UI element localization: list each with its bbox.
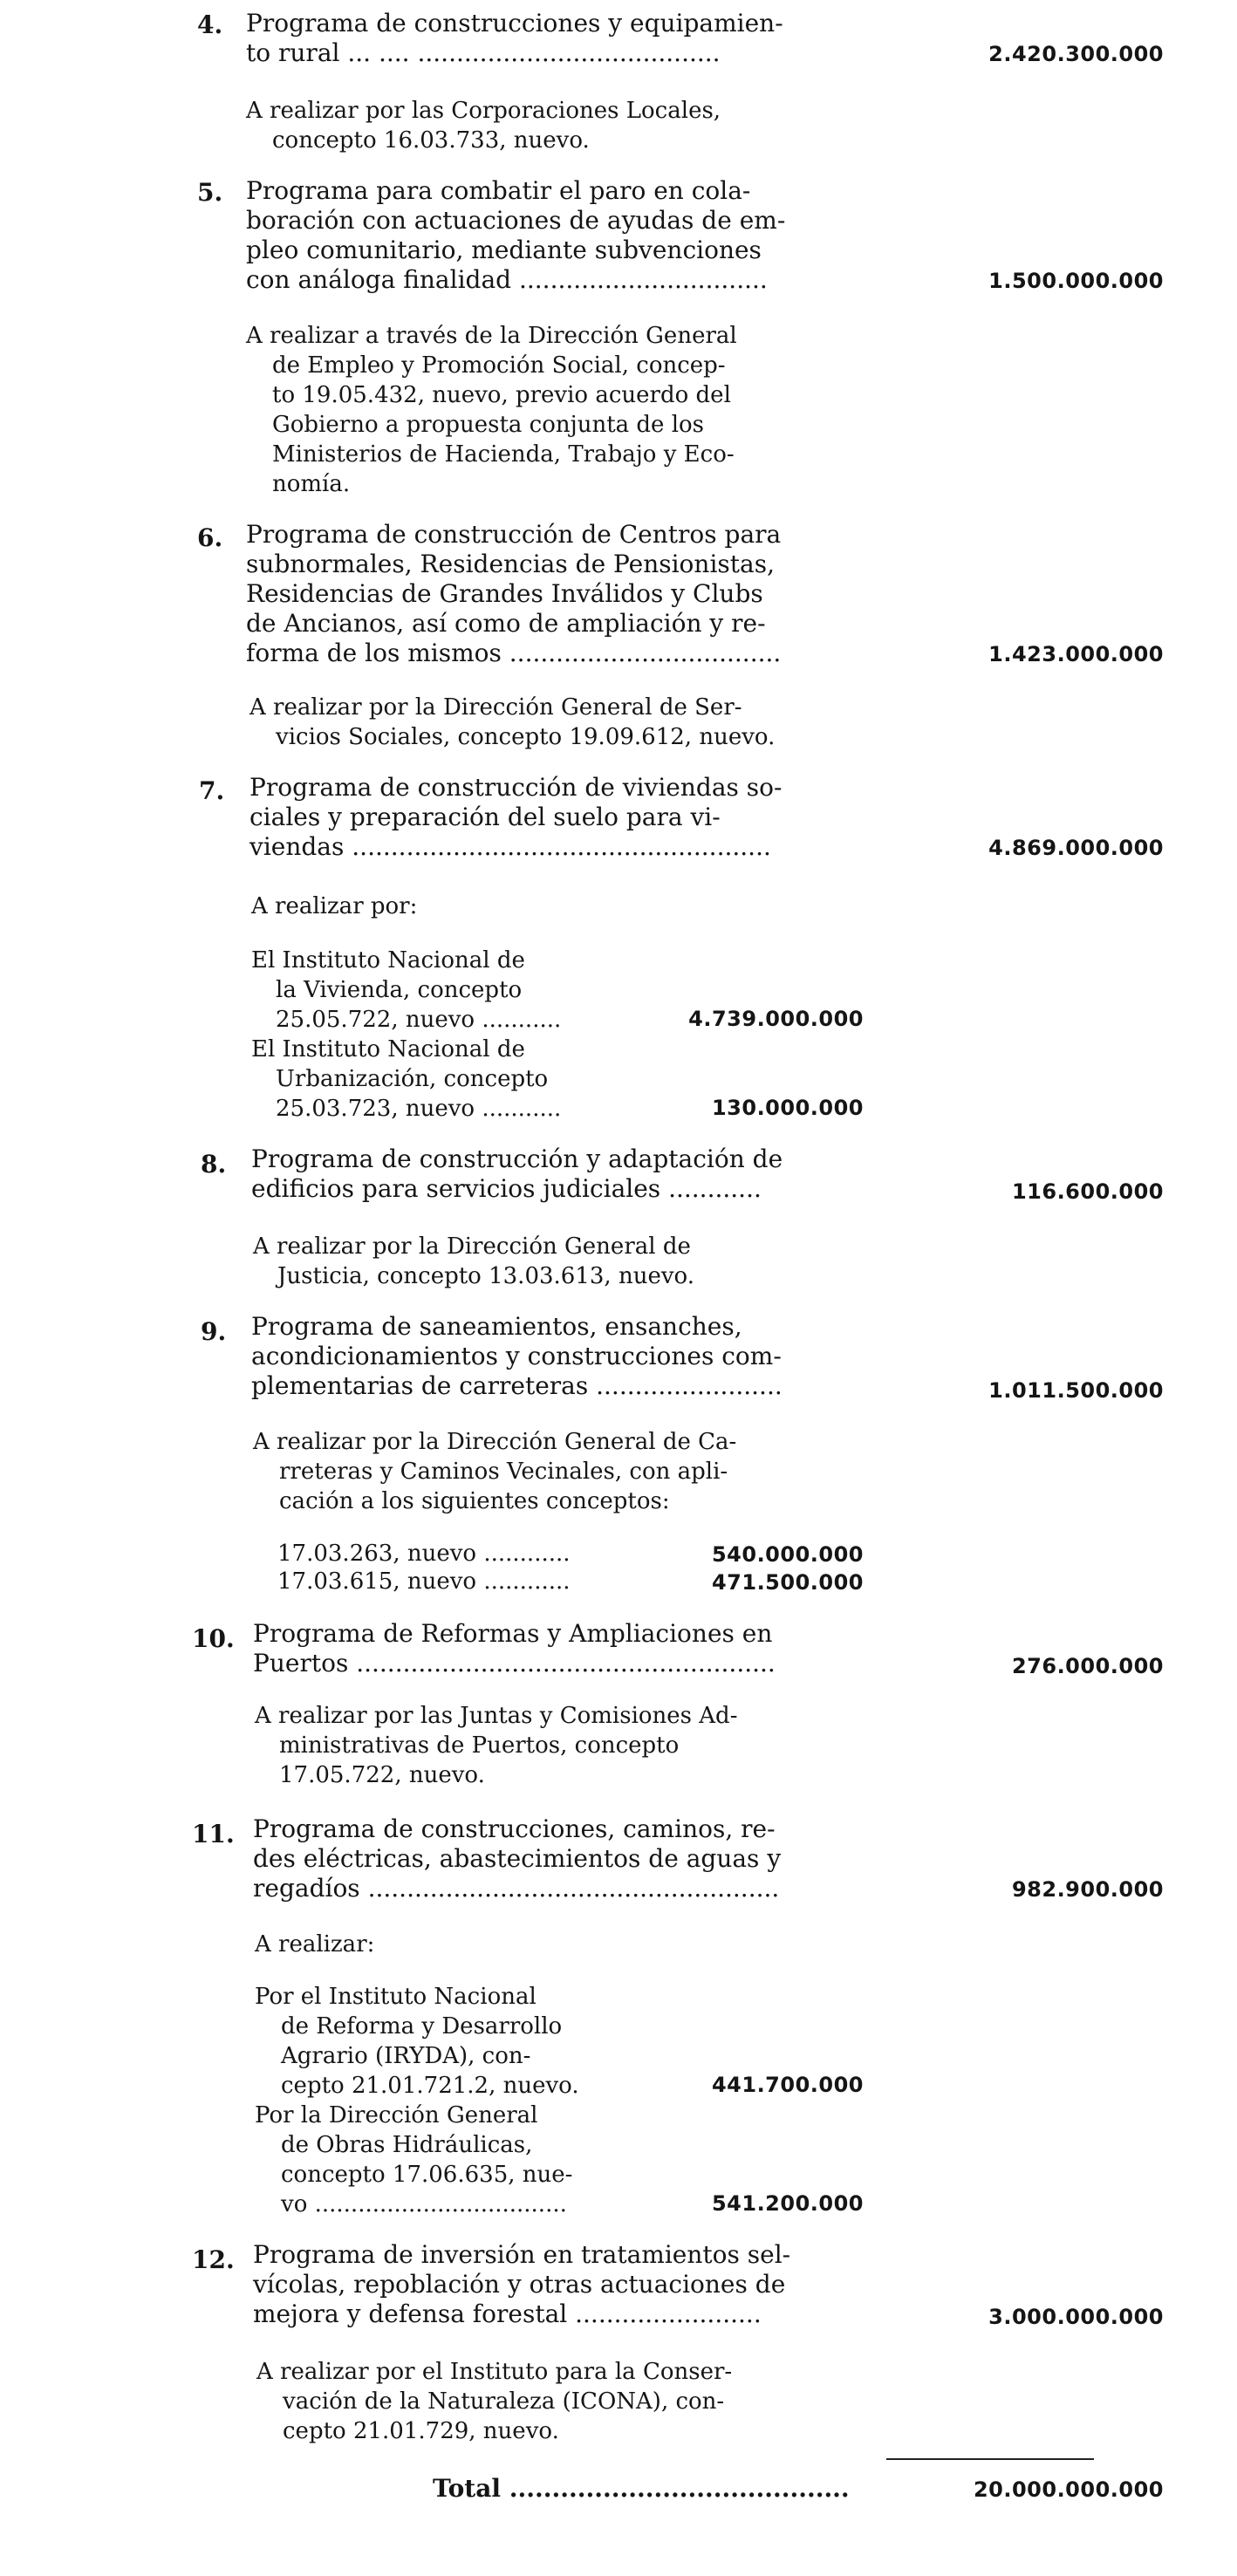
item-number: 6. xyxy=(197,523,223,552)
item-number: 12. xyxy=(192,2245,235,2274)
sub-entry: Por la Dirección General de Obras Hidráulicas, concepto 17.06.635, nue- vo ................................... xyxy=(255,2102,573,2217)
total-rule xyxy=(886,2458,1094,2460)
sub-amount: 130.000.000 xyxy=(711,1096,864,1120)
item-amount: 276.000.000 xyxy=(1011,1654,1164,1678)
item-number: 5. xyxy=(197,178,223,207)
item-amount: 2.420.300.000 xyxy=(988,42,1164,66)
item-note: A realizar por las Juntas y Comisiones Ad- ministrativas de Puertos, concepto 17.05.722, nuevo. xyxy=(255,1703,738,1788)
item-description: Programa de saneamientos, ensanches, acondicionamientos y construcciones com- plementarias de carreteras ........................ xyxy=(251,1312,783,1400)
item-description: Programa de construcciones, caminos, re- des eléctricas, abastecimientos de aguas y regadíos ..................................................... xyxy=(253,1814,782,1903)
total-label: Total ........................................ xyxy=(433,2474,850,2503)
sub-amount: 541.200.000 xyxy=(711,2191,864,2216)
item-amount: 3.000.000.000 xyxy=(988,2305,1164,2329)
item-note: A realizar por la Dirección General de Ser- vicios Sociales, concepto 19.09.612, nuevo. xyxy=(249,694,776,750)
sub-entry: El Instituto Nacional de Urbanización, concepto 25.03.723, nuevo ........... xyxy=(251,1036,562,1122)
sub-entry: 17.03.615, nuevo ............ xyxy=(277,1568,571,1595)
item-number: 8. xyxy=(201,1150,227,1179)
item-note: A realizar por la Dirección General de Ca- rreteras y Caminos Vecinales, con apli- cación a los siguientes conceptos: xyxy=(253,1429,737,1514)
item-description: Programa de inversión en tratamientos sel- vícolas, repoblación y otras actuaciones de mejora y defensa forestal ........................ xyxy=(253,2240,791,2328)
item-amount: 982.900.000 xyxy=(1011,1877,1164,1902)
item-note: A realizar por la Dirección General de Justicia, concepto 13.03.613, nuevo. xyxy=(253,1233,694,1289)
item-description: Programa de construcción de Centros para subnormales, Residencias de Pensionistas, Residencias de Grandes Inválidos y Clubs de Ancianos, así como de ampliación y re- forma de los mismos ................................... xyxy=(246,520,782,667)
item-amount: 1.423.000.000 xyxy=(988,642,1164,666)
item-description: Programa de construcciones y equipamien- to rural ... .... ....................................... xyxy=(246,9,783,67)
sub-amount: 471.500.000 xyxy=(711,1570,864,1595)
sub-entry: Por el Instituto Nacional de Reforma y Desarrollo Agrario (IRYDA), con- cepto 21.01.721.2, nuevo. xyxy=(255,1984,579,2099)
item-amount: 1.500.000.000 xyxy=(988,269,1164,293)
sub-amount: 441.700.000 xyxy=(711,2073,864,2097)
sub-amount: 540.000.000 xyxy=(711,1542,864,1567)
item-description: Programa de construcción y adaptación de edificios para servicios judiciales ............ xyxy=(251,1145,783,1203)
item-amount: 116.600.000 xyxy=(1011,1179,1164,1204)
sub-amount: 4.739.000.000 xyxy=(688,1007,864,1031)
item-amount: 4.869.000.000 xyxy=(988,836,1164,860)
item-description: Programa de Reformas y Ampliaciones en Puertos ...................................................... xyxy=(253,1619,776,1677)
item-number: 9. xyxy=(201,1317,227,1346)
sub-entry: El Instituto Nacional de la Vivienda, concepto 25.05.722, nuevo ........... xyxy=(251,947,562,1033)
item-note: A realizar por las Corporaciones Locales, concepto 16.03.733, nuevo. xyxy=(246,98,721,154)
item-amount: 1.011.500.000 xyxy=(988,1378,1164,1403)
item-number: 7. xyxy=(199,776,225,805)
total-amount: 20.000.000.000 xyxy=(973,2477,1164,2502)
item-number: 10. xyxy=(192,1624,235,1653)
item-note: A realizar por: xyxy=(251,893,418,919)
item-number: 11. xyxy=(192,1820,235,1848)
item-number: 4. xyxy=(197,10,223,39)
item-description: Programa de construcción de viviendas so- ciales y preparación del suelo para vi- viendas ...................................................... xyxy=(249,773,783,861)
item-note: A realizar: xyxy=(255,1931,375,1958)
item-note: A realizar por el Instituto para la Conser- vación de la Naturaleza (ICONA), con- cepto 21.01.729, nuevo. xyxy=(256,2359,733,2444)
item-description: Programa para combatir el paro en cola- boración con actuaciones de ayudas de em- pleo comunitario, mediante subvenciones con análoga finalidad ................................ xyxy=(246,176,786,294)
sub-entry: 17.03.263, nuevo ............ xyxy=(277,1541,571,1567)
item-note: A realizar a través de la Dirección General de Empleo y Promoción Social, concep- to 19.05.432, nuevo, previo acuerdo del Gobierno a propuesta conjunta de los Ministerios de Hacienda, Trabajo y Eco- nomía. xyxy=(246,323,737,497)
